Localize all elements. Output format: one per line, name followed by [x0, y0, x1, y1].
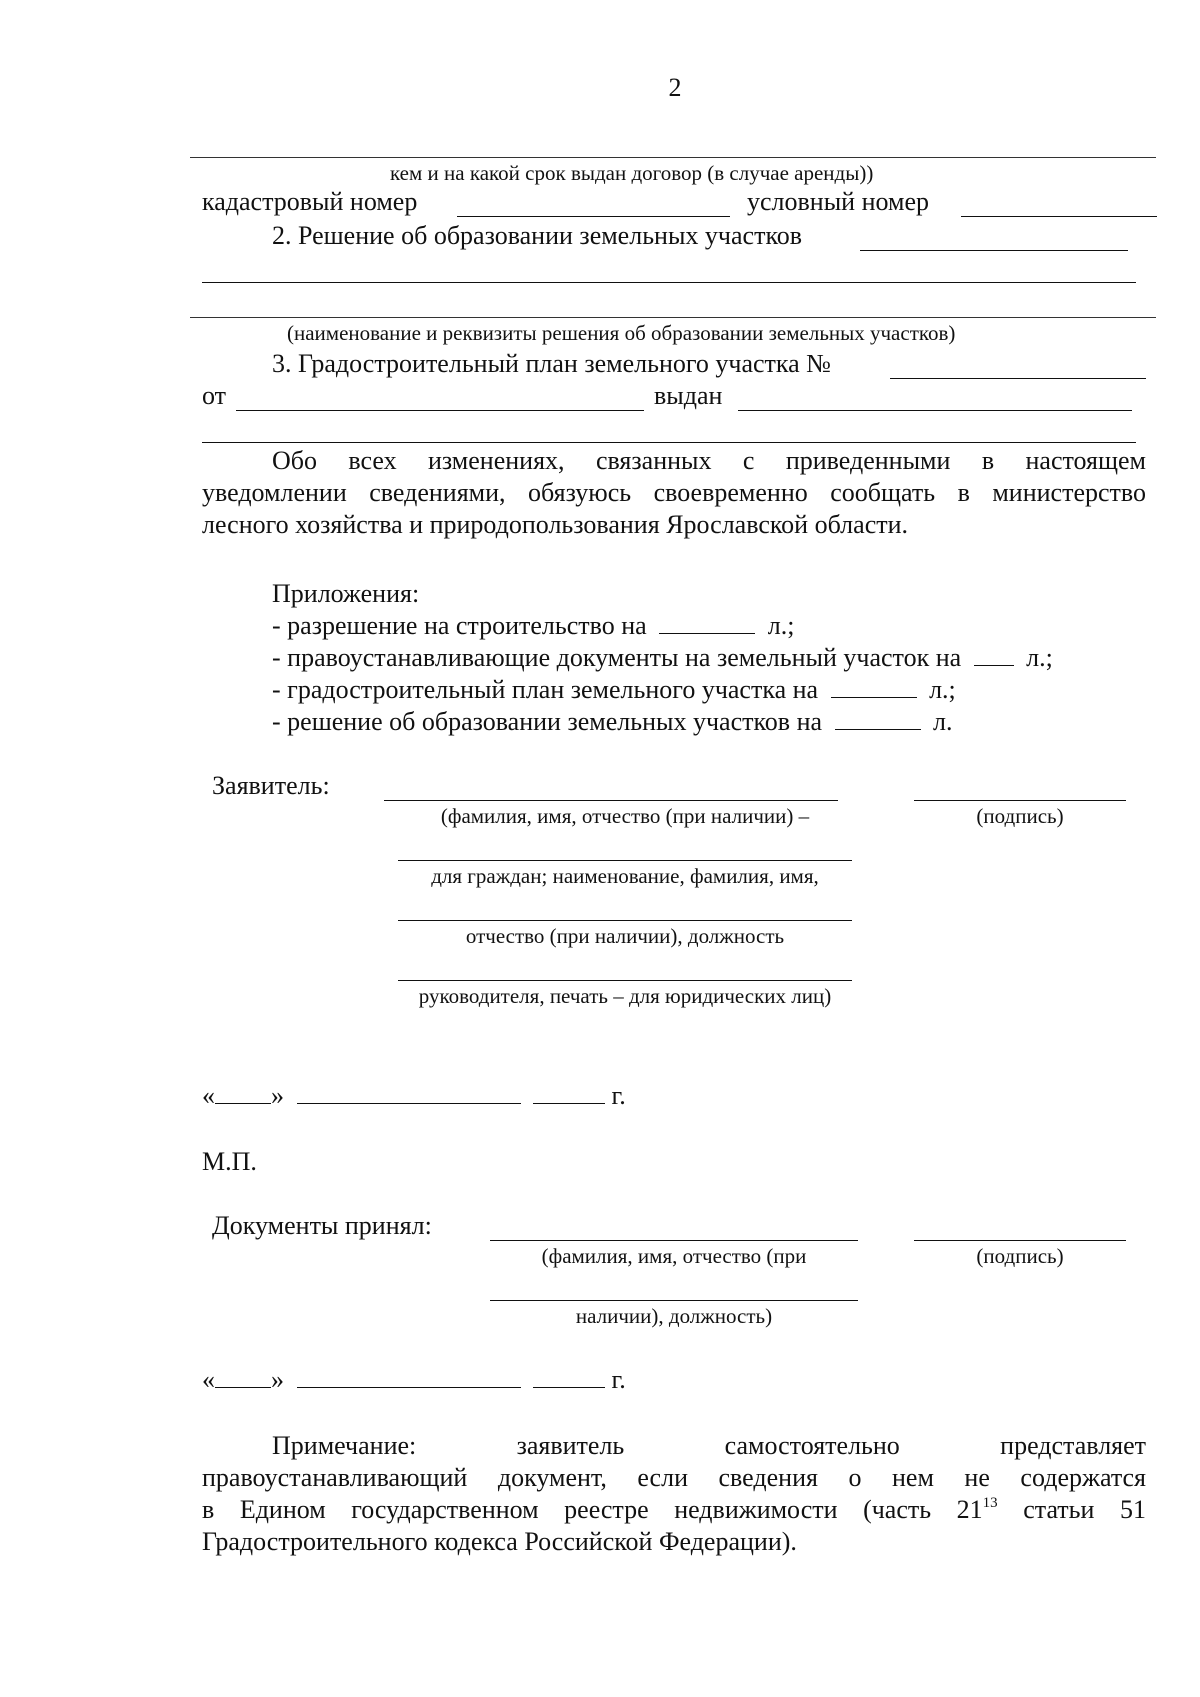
day-field[interactable] — [215, 1365, 271, 1388]
attachment-text: - правоустанавливающие документы на земельный участок на — [272, 643, 962, 672]
applicant-signature-caption: (подпись) — [976, 804, 1064, 828]
open-quote: « — [202, 1081, 215, 1110]
applicant-date — [202, 1080, 626, 1112]
applicant-name-field-line2[interactable] — [398, 860, 852, 861]
plan-number-field[interactable] — [890, 378, 1146, 379]
section2-label: 2. Решение об образовании земельных участков — [272, 221, 803, 250]
applicant-name-field[interactable] — [384, 800, 838, 801]
lease-caption: кем и на какой срок выдан договор (в случае аренды)) — [390, 161, 874, 185]
notice-line-1: Обо всех изменениях, связанных с приведенными в настоящем — [272, 446, 1146, 475]
close-quote: » — [271, 1365, 284, 1394]
applicant-label: Заявитель: — [212, 771, 330, 800]
note-paragraph — [202, 1430, 1146, 1558]
accepted-caption-1: (фамилия, имя, отчество (при — [541, 1244, 807, 1268]
decision-field[interactable] — [860, 250, 1128, 251]
day-field[interactable] — [215, 1081, 271, 1104]
cadastral-label: кадастровый номер — [202, 187, 418, 216]
year-suffix: г. — [611, 1081, 626, 1110]
stamp-label: М.П. — [202, 1147, 257, 1176]
note-line-4: Градостроительного кодекса Российской Федерации). — [202, 1527, 797, 1556]
notice-line-2: уведомлении сведениями, обязуюсь своевременно сообщать в министерство — [202, 478, 1146, 507]
attachment-item — [272, 706, 953, 738]
close-quote: » — [271, 1081, 284, 1110]
note-line-3-start: в Едином государственном реестре недвижимости (часть 21 — [202, 1495, 983, 1524]
lease-line — [190, 157, 1156, 158]
attachment-item — [272, 674, 956, 706]
cadastral-number-field[interactable] — [457, 216, 730, 217]
year-field[interactable] — [533, 1365, 605, 1388]
year-suffix: г. — [611, 1365, 626, 1394]
open-quote: « — [202, 1365, 215, 1394]
applicant-signature-field[interactable] — [914, 800, 1126, 801]
plan-date-field[interactable] — [236, 410, 644, 411]
note-line-3 — [202, 1494, 1146, 1526]
accepted-signature-caption: (подпись) — [976, 1244, 1064, 1268]
attachment-suffix: л.; — [1026, 643, 1053, 672]
note-word: представляет — [1000, 1431, 1147, 1460]
note-line-2: правоустанавливающий документ, если сведения о нем не содержатся — [202, 1463, 1146, 1492]
year-field[interactable] — [533, 1081, 605, 1104]
issued-label: выдан — [654, 381, 723, 410]
month-field[interactable] — [297, 1081, 521, 1104]
accepted-signature-field[interactable] — [914, 1240, 1126, 1241]
attachment-pages-field[interactable] — [835, 707, 921, 730]
attachment-suffix: л.; — [767, 611, 795, 640]
accepted-name-field-line2[interactable] — [490, 1300, 858, 1301]
accepted-name-field[interactable] — [490, 1240, 858, 1241]
conditional-number-field[interactable] — [961, 216, 1157, 217]
applicant-caption-4: руководителя, печать – для юридических лиц) — [418, 984, 832, 1008]
issued-by-field[interactable] — [738, 410, 1132, 411]
applicant-caption-1: (фамилия, имя, отчество (при наличии) – — [440, 804, 810, 828]
notice-paragraph — [202, 445, 1146, 541]
accepted-label: Документы принял: — [212, 1211, 432, 1240]
page-number: 2 — [668, 73, 682, 102]
attachment-pages-field[interactable] — [659, 611, 755, 634]
accepted-date — [202, 1364, 626, 1396]
attachment-text: - разрешение на строительство на — [272, 611, 647, 640]
attachment-pages-field[interactable] — [831, 675, 917, 698]
attachment-text: - решение об образовании земельных участков на — [272, 707, 823, 736]
attachment-item — [272, 642, 1053, 674]
issued-by-field-line2[interactable] — [202, 442, 1136, 443]
month-field[interactable] — [297, 1365, 521, 1388]
decision-caption-line — [190, 317, 1156, 318]
note-word: самостоятельно — [724, 1431, 900, 1460]
applicant-name-field-line3[interactable] — [398, 920, 852, 921]
attachment-suffix: л. — [933, 707, 953, 736]
applicant-caption-3: отчество (при наличии), должность — [465, 924, 785, 948]
note-line-1 — [202, 1430, 1146, 1462]
attachment-suffix: л.; — [929, 675, 956, 704]
attachment-item — [272, 610, 794, 642]
conditional-label: условный номер — [747, 187, 929, 216]
applicant-caption-2: для граждан; наименование, фамилия, имя, — [431, 864, 819, 888]
decision-field-line2[interactable] — [202, 282, 1136, 283]
applicant-name-field-line4[interactable] — [398, 980, 852, 981]
note-superscript: 13 — [982, 1495, 998, 1511]
section3-label: 3. Градостроительный план земельного участка № — [272, 349, 831, 378]
accepted-caption-2: наличии), должность) — [575, 1304, 773, 1328]
note-line-3-end: статьи 51 — [997, 1495, 1146, 1524]
note-word: заявитель — [516, 1431, 625, 1460]
from-label: от — [202, 381, 227, 410]
attachments-title: Приложения: — [272, 579, 420, 608]
notice-line-3: лесного хозяйства и природопользования Ярославской области. — [202, 510, 909, 539]
decision-caption: (наименование и реквизиты решения об образовании земельных участков) — [287, 321, 956, 345]
attachment-text: - градостроительный план земельного участка на — [272, 675, 819, 704]
note-word: Примечание: — [272, 1431, 417, 1460]
attachment-pages-field[interactable] — [974, 643, 1014, 666]
